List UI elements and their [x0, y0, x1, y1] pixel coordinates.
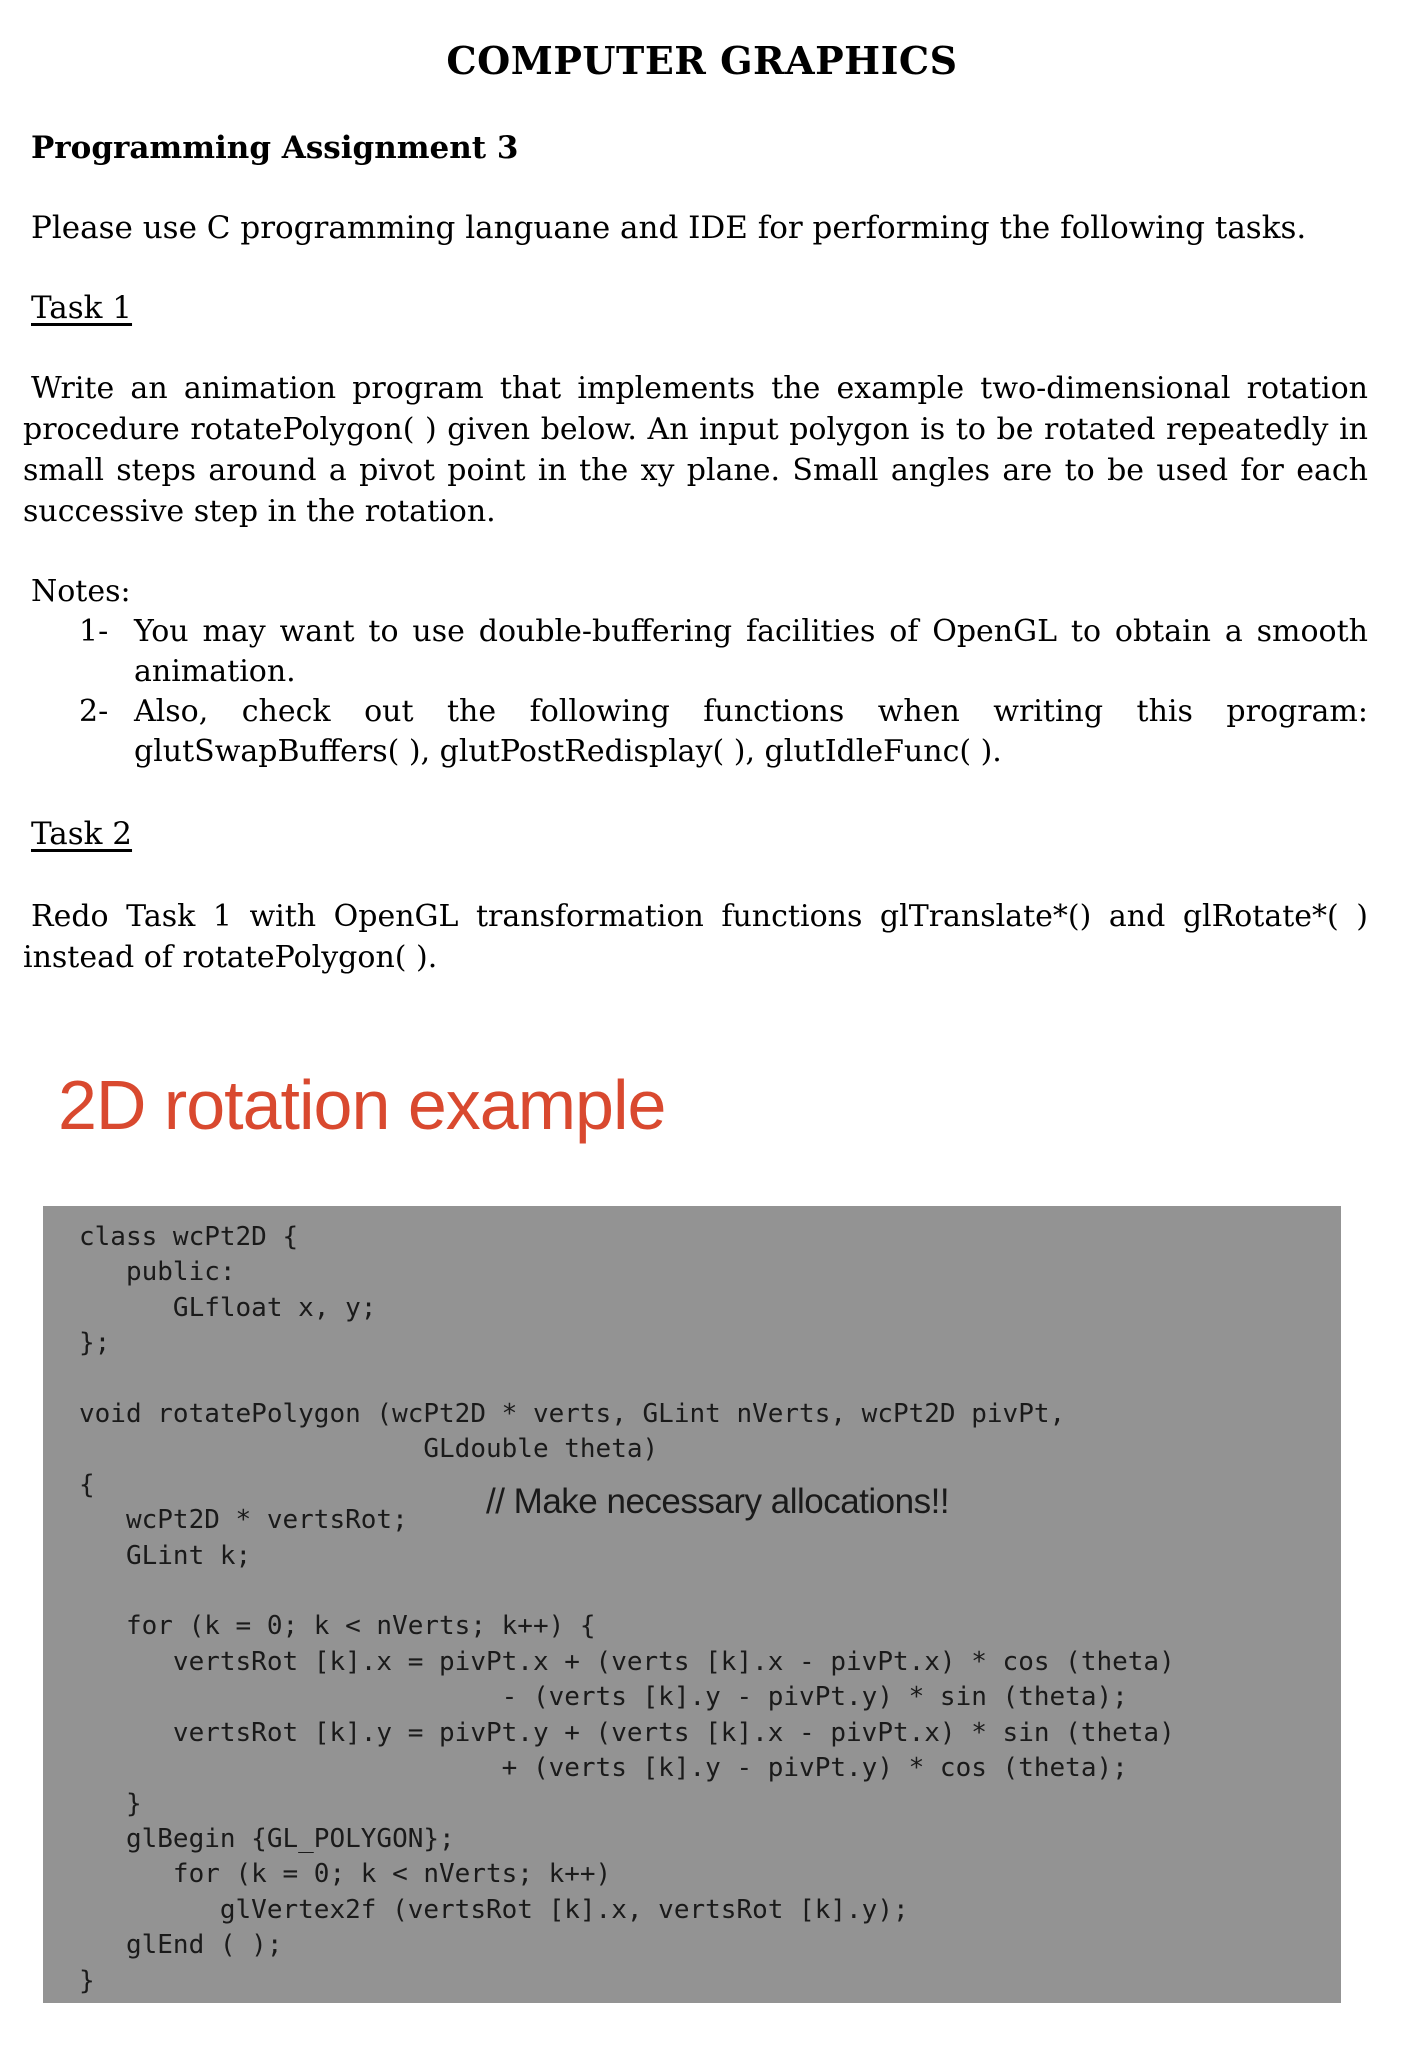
- note-text: [134, 612, 1368, 692]
- task1-line: small steps around a pivot point in the xy plane. Small angles are to be used for each: [23, 453, 1368, 488]
- note-line: You may want to use double-buffering facilities of OpenGL to obtain a smooth: [134, 614, 1368, 649]
- note-item: [79, 692, 1368, 774]
- note-number: 2-: [79, 694, 109, 729]
- task1-heading: Task 1: [31, 290, 133, 326]
- page-title: COMPUTER GRAPHICS: [446, 38, 958, 83]
- note-line: glutSwapBuffers( ), glutPostRedisplay( ), glutIdleFunc( ).: [134, 734, 1002, 769]
- note-item: [79, 612, 1368, 694]
- task2-line: instead of rotatePolygon( ).: [23, 940, 438, 975]
- task1-text: [23, 368, 1368, 532]
- task2-heading: Task 2: [31, 816, 133, 852]
- code-comment: // Make necessary allocations!!: [486, 1482, 950, 1521]
- task1-line: Write an animation program that implements the example two-dimensional rotation: [31, 371, 1368, 406]
- code-block: class wcPt2D { public: GLfloat x, y; }; void rotatePolygon (wcPt2D * verts, GLint nVerts, wcPt2D pivPt, GLdouble theta) { wcPt2D * vertsRot; GLint k; for (k = 0; k < nVerts; k++) { vertsRot [k].x = pivPt.x + (verts [k].x - pivPt.x) * cos (theta) - (verts [k].y - pivPt.y) * sin (theta); vertsRot [k].y = pivPt.y + (verts [k].x - pivPt.x) * sin (theta) + (verts [k].y - pivPt.y) * cos (theta); } glBegin {GL_POLYGON}; for (k = 0; k < nVerts; k++) glVertex2f (vertsRot [k].x, vertsRot [k].y); glEnd ( ); }: [79, 1222, 1175, 1996]
- task1-line: successive step in the rotation.: [23, 494, 496, 529]
- note-number: 1-: [79, 614, 109, 649]
- task2-line: Redo Task 1 with OpenGL transformation functions glTranslate*() and glRotate*( ): [31, 899, 1368, 934]
- note-line: animation.: [134, 654, 296, 689]
- task2-text: [23, 896, 1368, 978]
- assignment-heading: Programming Assignment 3: [31, 130, 519, 166]
- note-text: [134, 692, 1368, 772]
- example-title: 2D rotation example: [58, 1066, 666, 1144]
- notes-label: Notes:: [31, 574, 131, 609]
- note-line: Also, check out the following functions when writing this program:: [134, 694, 1368, 729]
- code-panel: [43, 1206, 1341, 2003]
- task1-line: procedure rotatePolygon( ) given below. An input polygon is to be rotated repeatedly in: [23, 412, 1368, 447]
- intro-text: Please use C programming languane and IDE for performing the following tasks.: [31, 210, 1307, 246]
